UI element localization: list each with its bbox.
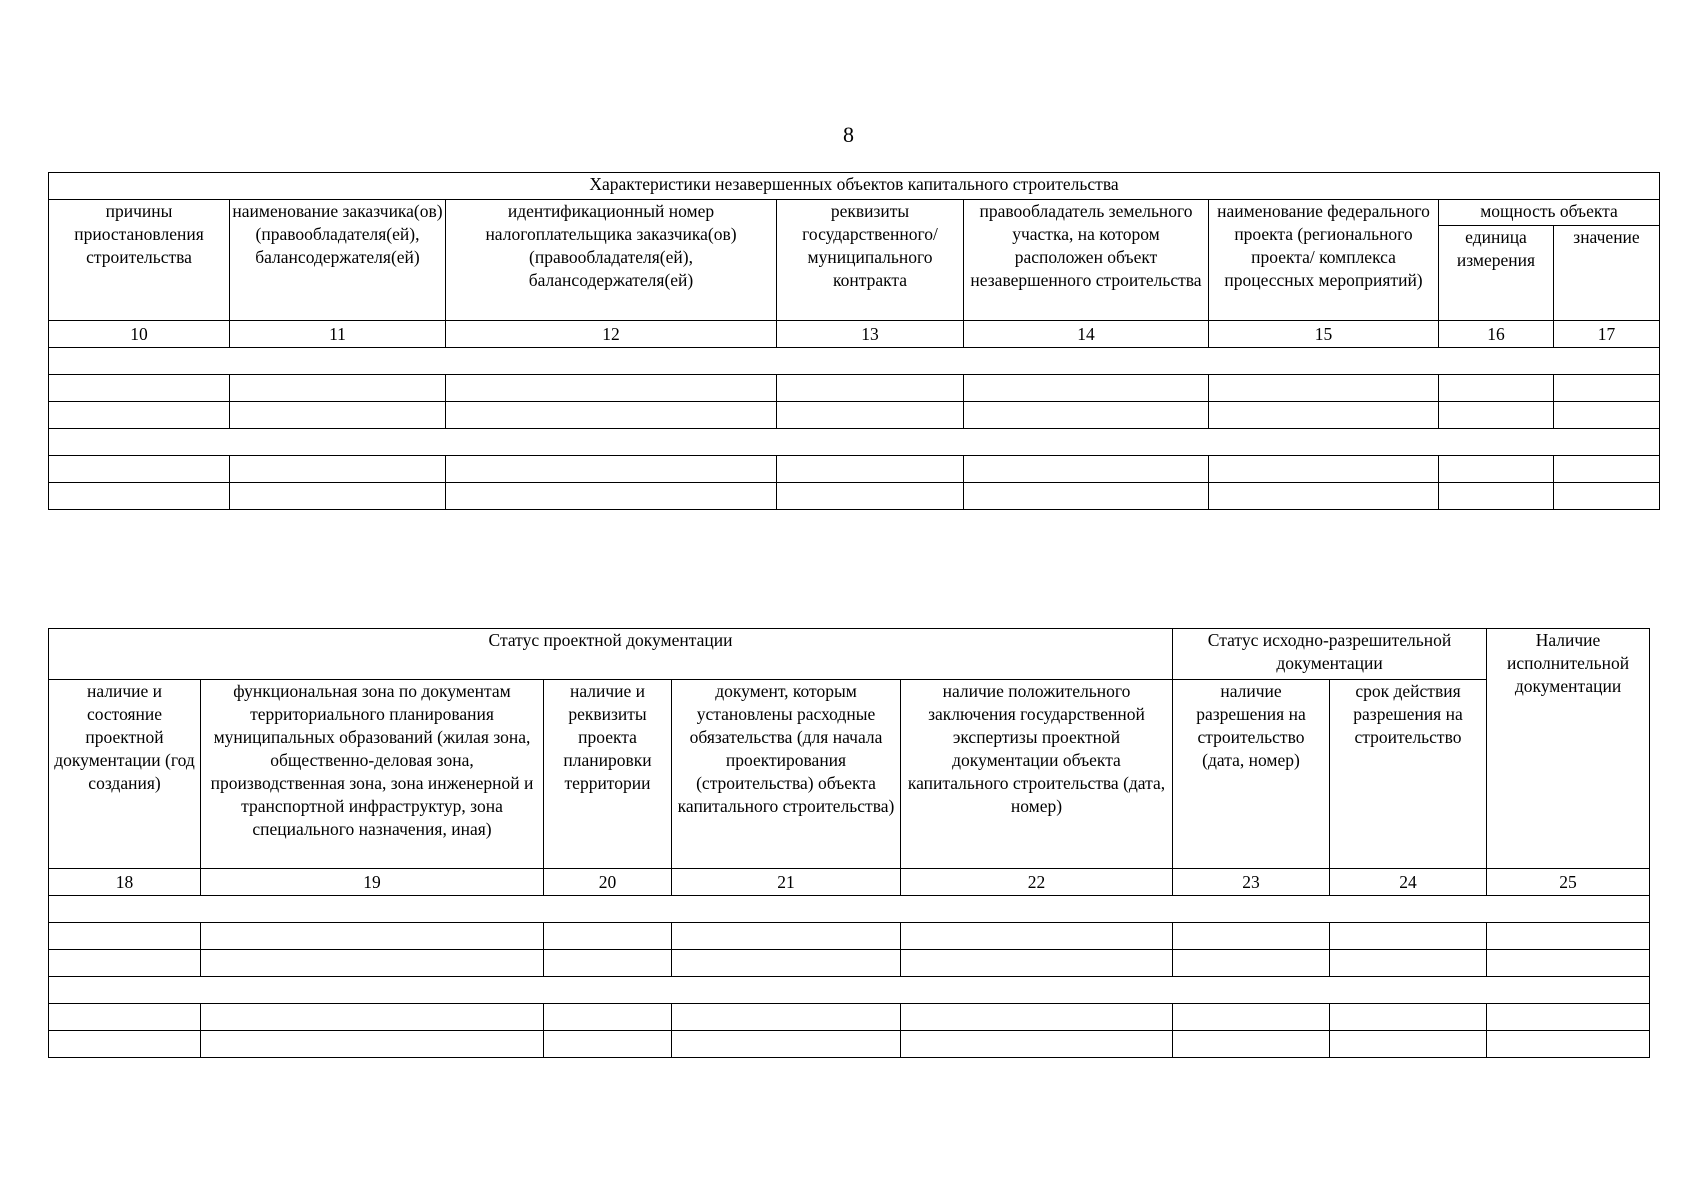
table-cell — [201, 923, 544, 950]
table-cell — [1439, 375, 1554, 402]
table-cell — [777, 402, 964, 429]
table-cell — [1209, 375, 1439, 402]
table-cell — [49, 1031, 201, 1058]
column-number: 10 — [49, 321, 230, 348]
column-number: 16 — [1439, 321, 1554, 348]
column-number: 19 — [201, 869, 544, 896]
table-cell — [544, 1004, 672, 1031]
table-cell — [230, 375, 446, 402]
table-cell — [1439, 456, 1554, 483]
table-cell — [49, 923, 201, 950]
table-cell — [1330, 923, 1487, 950]
group-row — [49, 896, 1650, 923]
column-number: 23 — [1173, 869, 1330, 896]
table-cell — [446, 456, 777, 483]
table-cell — [230, 483, 446, 510]
table-cell — [1330, 950, 1487, 977]
table-cell — [1439, 483, 1554, 510]
column-header: срок действия разрешения на строительство — [1330, 680, 1487, 869]
column-number: 12 — [446, 321, 777, 348]
table-cell — [1554, 402, 1660, 429]
column-number: 25 — [1487, 869, 1650, 896]
table-cell — [1554, 456, 1660, 483]
table-cell — [446, 483, 777, 510]
column-header: значение — [1554, 226, 1660, 321]
table-cell — [230, 456, 446, 483]
column-number: 14 — [964, 321, 1209, 348]
group-header-executive: Наличие исполнительной документации — [1487, 629, 1650, 869]
column-number: 22 — [901, 869, 1173, 896]
group-row — [49, 977, 1650, 1004]
table-cell — [964, 402, 1209, 429]
column-header: наличие разрешения на строительство (дата, номер) — [1173, 680, 1330, 869]
column-header: наличие и реквизиты проекта планировки территории — [544, 680, 672, 869]
column-number: 24 — [1330, 869, 1487, 896]
table-cell — [1554, 375, 1660, 402]
column-number: 11 — [230, 321, 446, 348]
table-cell — [201, 1004, 544, 1031]
table-cell — [1173, 950, 1330, 977]
page-number: 8 — [843, 122, 854, 147]
table-cell — [901, 923, 1173, 950]
column-number: 15 — [1209, 321, 1439, 348]
table-cell — [1554, 483, 1660, 510]
table-cell — [49, 375, 230, 402]
column-number: 21 — [672, 869, 901, 896]
table-cell — [49, 1004, 201, 1031]
table-cell — [777, 483, 964, 510]
table-cell — [49, 456, 230, 483]
group-row — [49, 429, 1660, 456]
group-header-permit: Статус исходно-разрешительной документации — [1173, 629, 1487, 680]
column-header: наличие и состояние проектной документации (год создания) — [49, 680, 201, 869]
column-number: 13 — [777, 321, 964, 348]
table-cell — [1439, 402, 1554, 429]
table-cell — [230, 402, 446, 429]
column-header: наименование федерального проекта (регионального проекта/ комплекса процессных мероприятий) — [1209, 200, 1439, 321]
table-cell — [1487, 923, 1650, 950]
column-header: реквизиты государственного/ муниципального контракта — [777, 200, 964, 321]
column-number: 17 — [1554, 321, 1660, 348]
column-header: наименование заказчика(ов) (правообладателя(ей), балансодержателя(ей) — [230, 200, 446, 321]
table-cell — [446, 375, 777, 402]
table-cell — [544, 923, 672, 950]
table-cell — [201, 1031, 544, 1058]
table-cell — [1330, 1004, 1487, 1031]
table-title: Характеристики незавершенных объектов капитального строительства — [49, 173, 1660, 200]
table-cell — [964, 483, 1209, 510]
column-number: 20 — [544, 869, 672, 896]
table-cell — [49, 483, 230, 510]
table-cell — [1487, 950, 1650, 977]
table-cell — [672, 923, 901, 950]
table-cell — [672, 1031, 901, 1058]
unfinished-objects-characteristics-table — [48, 172, 1660, 510]
column-number: 18 — [49, 869, 201, 896]
table-cell — [777, 375, 964, 402]
group-header: мощность объекта — [1439, 200, 1660, 226]
column-header: единица измерения — [1439, 226, 1554, 321]
column-header: идентификационный номер налогоплательщика заказчика(ов) (правообладателя(ей), балансодержателя(ей) — [446, 200, 777, 321]
group-header-design: Статус проектной документации — [49, 629, 1173, 680]
table-cell — [1209, 402, 1439, 429]
table-cell — [49, 402, 230, 429]
table-cell — [201, 950, 544, 977]
documentation-status-table — [48, 628, 1650, 1058]
table-cell — [672, 950, 901, 977]
column-header: правообладатель земельного участка, на котором расположен объект незавершенного строительства — [964, 200, 1209, 321]
column-header: причины приостановления строительства — [49, 200, 230, 321]
table-cell — [964, 375, 1209, 402]
table-cell — [1209, 483, 1439, 510]
column-header: документ, которым установлены расходные обязательства (для начала проектирования (строительства) объекта капитального строительства) — [672, 680, 901, 869]
table-cell — [964, 456, 1209, 483]
table-cell — [901, 1031, 1173, 1058]
table-cell — [901, 950, 1173, 977]
table-cell — [1173, 1004, 1330, 1031]
table-cell — [1173, 923, 1330, 950]
table-cell — [672, 1004, 901, 1031]
group-row — [49, 348, 1660, 375]
table-cell — [1173, 1031, 1330, 1058]
table-cell — [777, 456, 964, 483]
table-cell — [544, 1031, 672, 1058]
table-cell — [1330, 1031, 1487, 1058]
table-cell — [544, 950, 672, 977]
table-cell — [1487, 1031, 1650, 1058]
table-cell — [446, 402, 777, 429]
column-header: функциональная зона по документам территориального планирования муниципальных образований (жилая зона, общественно-деловая зона, производственная зона, зона инженерной и транспортной инфраструктур, зона специального назначения, иная) — [201, 680, 544, 869]
table-cell — [1487, 1004, 1650, 1031]
table-cell — [901, 1004, 1173, 1031]
table-cell — [1209, 456, 1439, 483]
table-cell — [49, 950, 201, 977]
column-header: наличие положительного заключения государственной экспертизы проектной документации объекта капитального строительства (дата, номер) — [901, 680, 1173, 869]
